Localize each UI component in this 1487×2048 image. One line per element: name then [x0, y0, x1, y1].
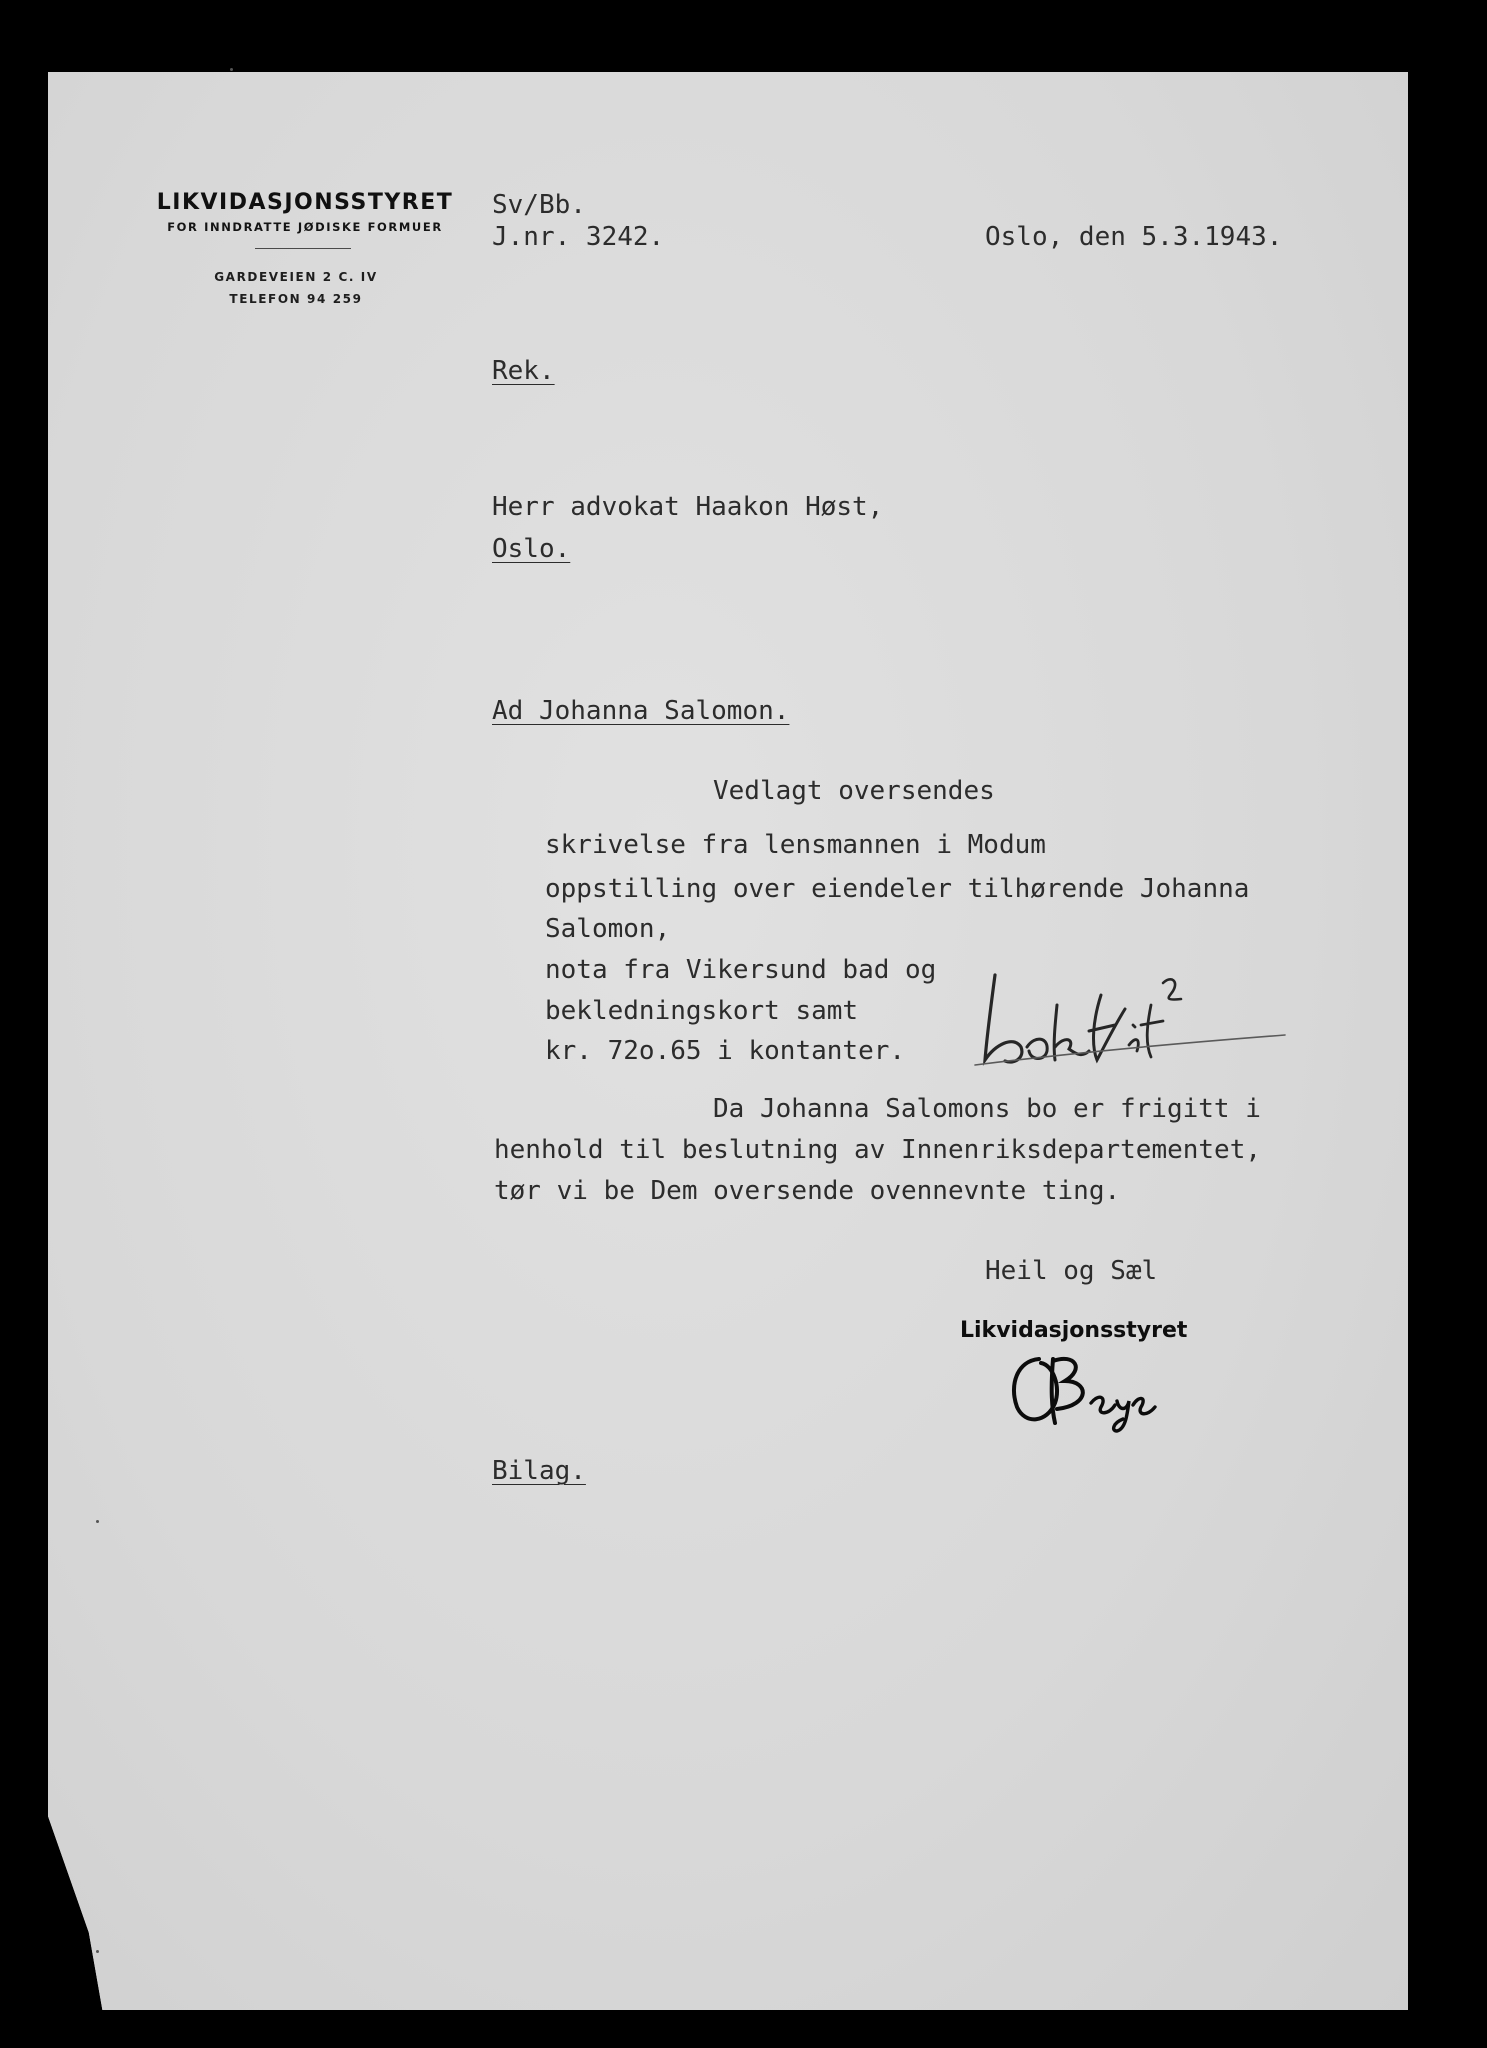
paper-speck [96, 1950, 99, 1953]
enclosure-item: Salomon, [545, 914, 671, 944]
recipient-city: Oslo. [492, 534, 571, 564]
body-paragraph-line: tør vi be Dem oversende ovennevnte ting. [494, 1176, 1121, 1206]
body-intro: Vedlagt oversendes [713, 776, 995, 806]
reference-journal-number: J.nr. 3242. [492, 222, 665, 252]
letterhead-address: GARDEVEIEN 2 C. IV [214, 270, 378, 284]
subject-line: Ad Johanna Salomon. [492, 696, 790, 726]
body-paragraph-line: henhold til beslutning av Innenriksdepartementet, [494, 1135, 1262, 1165]
signature-organization-stamp: Likvidasjonsstyret [960, 1318, 1188, 1343]
body-paragraph-line: Da Johanna Salomons bo er frigitt i [713, 1094, 1261, 1124]
attachment-mark: Bilag. [492, 1456, 586, 1486]
recipient-name: Herr advokat Haakon Høst, [492, 492, 884, 522]
handwritten-signature [1005, 1345, 1165, 1435]
letterhead-divider [255, 248, 351, 249]
enclosure-item: skrivelse fra lensmannen i Modum [545, 830, 1046, 860]
registered-mark: Rek. [492, 356, 555, 386]
handwritten-note-bokfort [965, 965, 1295, 1075]
letterhead-organization: LIKVIDASJONSSTYRET [156, 190, 454, 215]
enclosure-item: oppstilling over eiendeler tilhørende Johanna [545, 874, 1250, 904]
letterhead-telephone: TELEFON 94 259 [229, 292, 363, 306]
enclosure-item: kr. 72o.65 i kontanter. [545, 1036, 906, 1066]
paper-speck [96, 1520, 99, 1523]
letterhead-subtitle: FOR INNDRATTE JØDISKE FORMUER [167, 220, 443, 234]
closing-greeting: Heil og Sæl [985, 1256, 1158, 1286]
enclosure-item: nota fra Vikersund bad og [545, 955, 937, 985]
reference-initials: Sv/Bb. [492, 190, 586, 220]
paper-speck [230, 68, 233, 71]
date-line: Oslo, den 5.3.1943. [985, 222, 1283, 252]
enclosure-item: bekledningskort samt [545, 996, 859, 1026]
